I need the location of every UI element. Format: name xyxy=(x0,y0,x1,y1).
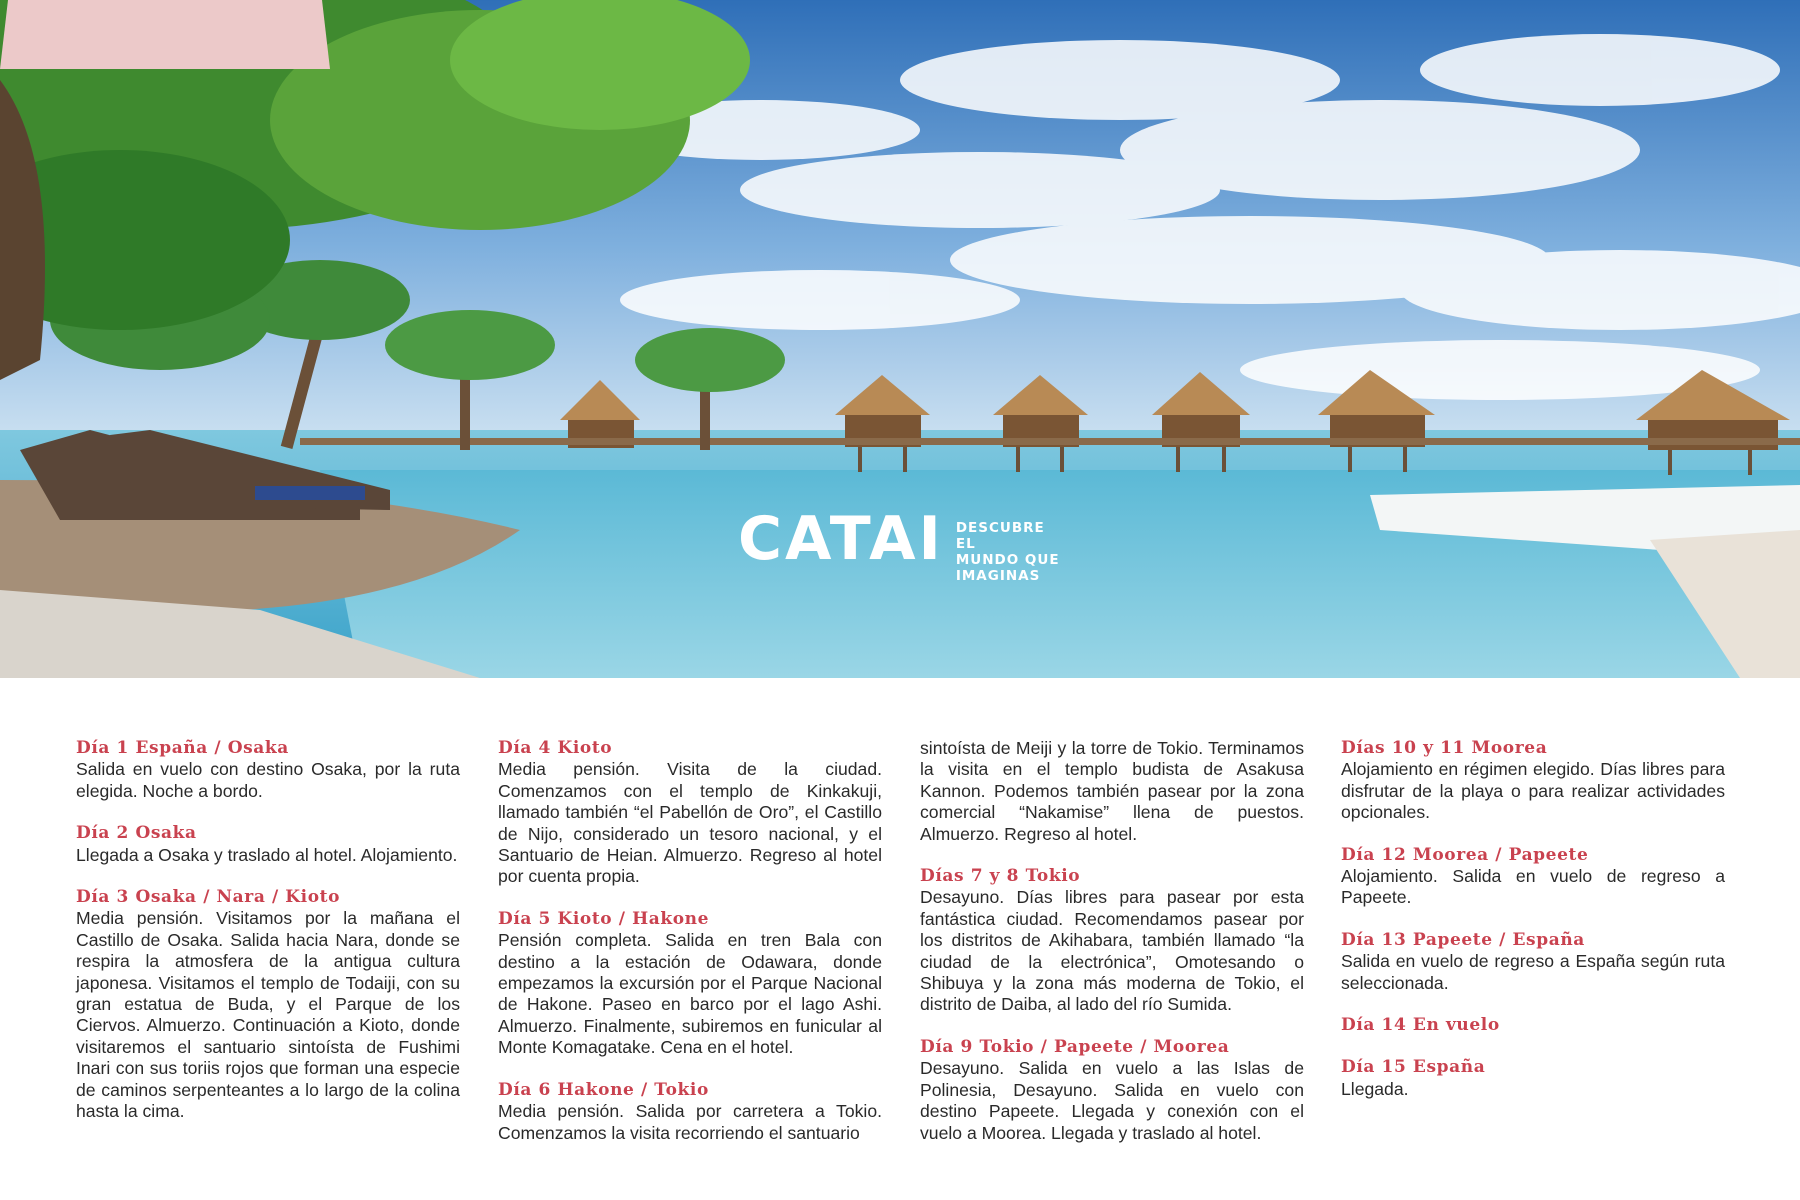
itinerary-day xyxy=(498,1080,882,1144)
itinerary-columns xyxy=(76,738,1726,1158)
itinerary-day xyxy=(1341,1057,1725,1100)
itinerary-column-4 xyxy=(1341,738,1725,1100)
day-description: Alojamiento. Salida en vuelo de regreso a Papeete. xyxy=(1341,866,1725,908)
day-title: Día 9 Tokio / Papeete / Moorea xyxy=(920,1036,1230,1057)
day-title: Día 14 En vuelo xyxy=(1341,1015,1500,1036)
itinerary-day xyxy=(76,738,460,802)
day-description: Llegada a Osaka y traslado al hotel. Alojamiento. xyxy=(76,844,458,865)
day-title: Día 4 Kioto xyxy=(498,738,613,758)
day-description: Media pensión. Salida por carretera a Tokio. Comenzamos la visita recorriendo el santuario xyxy=(498,1101,882,1143)
brand-name: CATAI xyxy=(738,504,944,574)
day-title: Día 6 Hakone / Tokio xyxy=(498,1079,709,1100)
day-description: Desayuno. Días libres para pasear por esta fantástica ciudad. Recomendamos pasear por los distritos de Akihabara, también llamado “la ciudad de la electrónica”, Omotesando o Shibuya y la zona más moderna de Tokio, el distrito de Daiba, al lado del río Sumida. xyxy=(920,887,1304,1015)
day-description: Salida en vuelo con destino Osaka, por la ruta elegida. Noche a bordo. xyxy=(76,759,460,801)
itinerary-column-1 xyxy=(76,738,460,1123)
day-description: Llegada. xyxy=(1341,1078,1409,1099)
day-description: sintoísta de Meiji y la torre de Tokio. Terminamos la visita en el templo budista de Asakusa Kannon. Podemos también pasear por la zona comercial “Nakamise” llena de puestos. Almuerzo. Regreso al hotel. xyxy=(920,738,1304,844)
itinerary-column-3 xyxy=(920,738,1304,1144)
day-title: Día 5 Kioto / Hakone xyxy=(498,908,710,929)
itinerary-column-2 xyxy=(498,738,882,1144)
day-title: Día 12 Moorea / Papeete xyxy=(1341,844,1589,865)
itinerary-day xyxy=(920,866,1304,1016)
itinerary-day xyxy=(920,1037,1304,1144)
day-title: Días 10 y 11 Moorea xyxy=(1341,738,1548,758)
itinerary-day xyxy=(76,823,460,866)
day-title: Día 15 España xyxy=(1341,1057,1486,1078)
tagline-line-2: MUNDO QUE xyxy=(955,552,1060,568)
day-title: Día 2 Osaka xyxy=(76,823,197,844)
day-description: Desayuno. Salida en vuelo a las Islas de Polinesia, Desayuno. Salida en vuelo con destino Papeete. Llegada y conexión con el vuelo a Moorea. Llegada y traslado al hotel. xyxy=(920,1058,1304,1143)
itinerary-day xyxy=(1341,738,1725,824)
day-title: Días 7 y 8 Tokio xyxy=(920,866,1081,887)
itinerary-day-continued xyxy=(920,738,1304,845)
day-description: Media pensión. Visita de la ciudad. Comenzamos con el templo de Kinkakuji, llamado también “el Pabellón de Oro”, el Castillo de Nijo, considerado un tesoro nacional, y el Santuario de Heian. Almuerzo. Regreso al hotel por cuenta propia. xyxy=(498,759,882,887)
day-title: Día 1 España / Osaka xyxy=(76,738,289,758)
catai-logo xyxy=(738,504,1068,584)
itinerary-day xyxy=(498,738,882,888)
day-description: Pensión completa. Salida en tren Bala con destino a la estación de Odawara, donde empezamos la excursión por el Parque Nacional de Hakone. Paseo en barco por el lago Ashi. Almuerzo. Finalmente, subiremos en funicular al Monte Komagatake. Cena en el hotel. xyxy=(498,930,882,1058)
day-description: Media pensión. Visitamos por la mañana el Castillo de Osaka. Salida hacia Nara, donde se respira la atmosfera de la antigua cultura japonesa. Visitamos el templo de Todaiji, con su gran estatua de Buda, y el Parque de los Ciervos. Almuerzo. Continuación a Kioto, donde visitaremos el santuario sintoísta de Fushimi Inari con sus toriis rojos que forman una especie de caminos serpenteantes a lo largo de la colina hasta la cima. xyxy=(76,908,460,1122)
day-description: Salida en vuelo de regreso a España según ruta seleccionada. xyxy=(1341,951,1725,993)
brand-tagline xyxy=(955,520,1068,584)
day-title: Día 13 Papeete / España xyxy=(1341,929,1585,950)
decorative-pink-tab xyxy=(0,0,330,69)
itinerary-day xyxy=(1341,1015,1725,1036)
day-description: Alojamiento en régimen elegido. Días libres para disfrutar de la playa o para realizar actividades opcionales. xyxy=(1341,759,1725,823)
itinerary-day xyxy=(1341,845,1725,909)
tagline-line-3: IMAGINAS xyxy=(955,568,1041,584)
itinerary-day xyxy=(1341,930,1725,994)
tagline-line-1: DESCUBRE EL xyxy=(955,520,1045,552)
itinerary-day xyxy=(498,909,882,1059)
day-title: Día 3 Osaka / Nara / Kioto xyxy=(76,887,341,908)
itinerary-day xyxy=(76,887,460,1122)
